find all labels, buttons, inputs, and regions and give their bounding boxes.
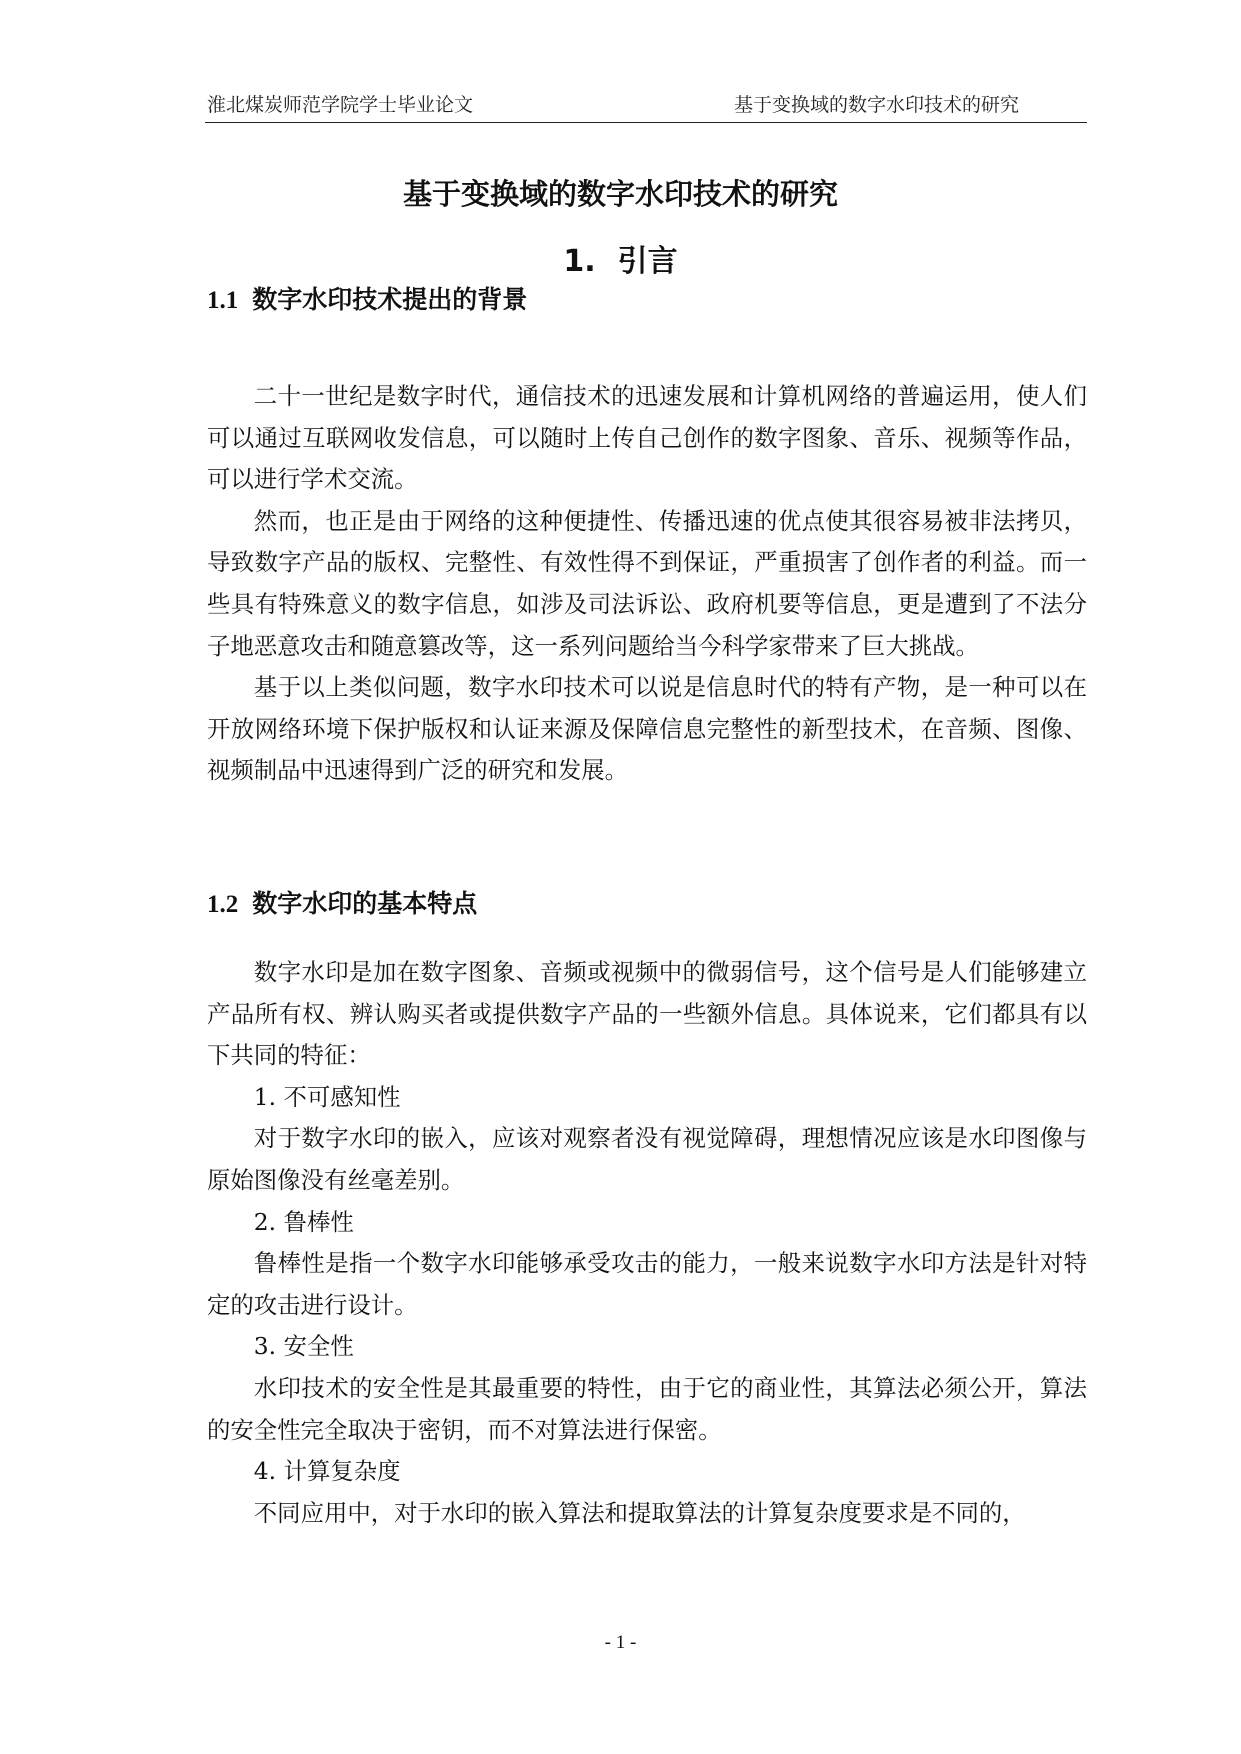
paragraph: 基于以上类似问题，数字水印技术可以说是信息时代的特有产物，是一种可以在开放网络环境下保护版权和认证来源及保障信息完整性的新型技术，在音频、图像、视频制品中迅速得到广泛的研究和发展。 xyxy=(207,673,1087,785)
section-1-2-body xyxy=(207,952,1087,1534)
list-item-label: 4. 计算复杂度 xyxy=(253,1457,401,1486)
paragraph: 然而，也正是由于网络的这种便捷性、传播迅速的优点使其很容易被非法拷贝，导致数字产品的版权、完整性、有效性得不到保证，严重损害了创作者的利益。而一些具有特殊意义的数字信息，如涉及司法诉讼、政府机要等信息，更是遭到了不法分子地恶意攻击和随意篡改等，这一系列问题给当今科学家带来了巨大挑战。 xyxy=(207,506,1087,660)
list-item-text: 对于数字水印的嵌入，应该对观察者没有视觉障碍，理想情况应该是水印图像与原始图像没有丝毫差别。 xyxy=(207,1124,1087,1194)
section-title: 数字水印的基本特点 xyxy=(252,889,478,918)
header-thesis-title: 基于变换域的数字水印技术的研究 xyxy=(733,94,1019,116)
list-item-text: 水印技术的安全性是其最重要的特性，由于它的商业性，其算法必须公开，算法的安全性完全取决于密钥，而不对算法进行保密。 xyxy=(207,1373,1087,1444)
section-title: 数字水印技术提出的背景 xyxy=(252,285,528,314)
chapter-heading xyxy=(0,242,1241,282)
list-item-label: 2. 鲁棒性 xyxy=(253,1207,354,1236)
section-number: 1.2 xyxy=(207,891,239,918)
section-heading-1-2 xyxy=(207,887,477,922)
section-1-1-body xyxy=(207,376,1087,792)
page-number: - 1 - xyxy=(604,1632,637,1653)
chapter-number: 1. xyxy=(563,244,596,279)
header-institution: 淮北煤炭师范学院学士毕业论文 xyxy=(207,94,474,116)
thesis-title: 基于变换域的数字水印技术的研究 xyxy=(402,177,838,211)
section-heading-1-1 xyxy=(207,283,527,318)
running-header xyxy=(205,92,1087,123)
chapter-title: 引言 xyxy=(617,244,678,279)
list-item-label: 3. 安全性 xyxy=(253,1332,354,1361)
paragraph: 二十一世纪是数字时代，通信技术的迅速发展和计算机网络的普遍运用，使人们可以通过互联网收发信息，可以随时上传自己创作的数字图象、音乐、视频等作品，可以进行学术交流。 xyxy=(207,382,1087,494)
list-item-text: 鲁棒性是指一个数字水印能够承受攻击的能力，一般来说数字水印方法是针对特定的攻击进行设计。 xyxy=(207,1249,1087,1319)
list-item-label: 1. 不可感知性 xyxy=(253,1082,401,1111)
list-item-text: 不同应用中，对于水印的嵌入算法和提取算法的计算复杂度要求是不同的， xyxy=(253,1498,1026,1527)
section-number: 1.1 xyxy=(207,287,239,314)
paragraph: 数字水印是加在数字图象、音频或视频中的微弱信号，这个信号是人们能够建立产品所有权、辨认购买者或提供数字产品的一些额外信息。具体说来，它们都具有以下共同的特征： xyxy=(207,958,1087,1070)
